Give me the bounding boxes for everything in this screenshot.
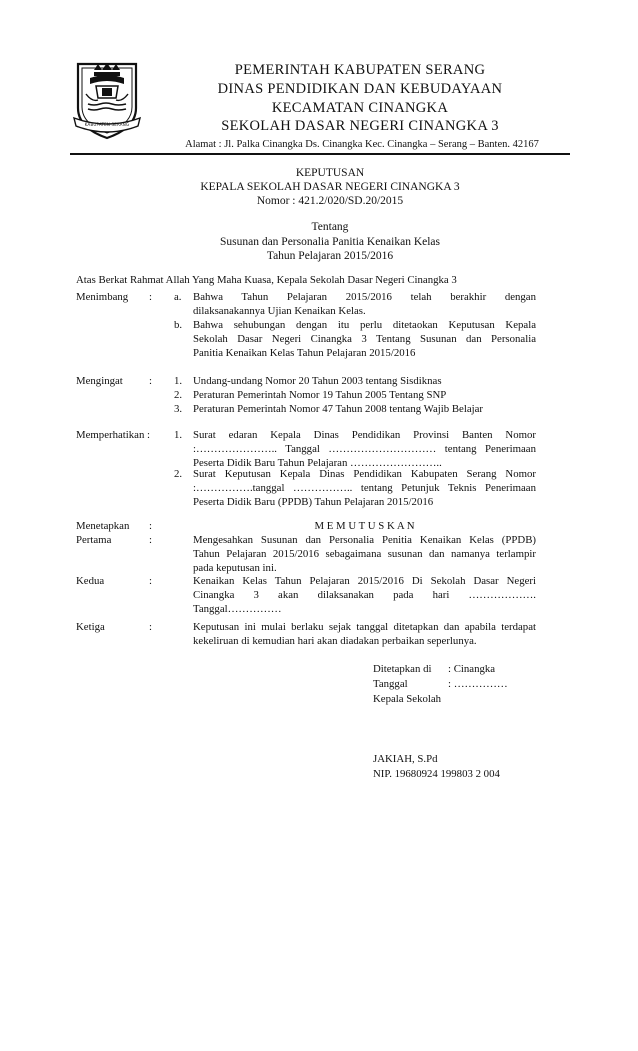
decree-issuer: KEPALA SEKOLAH DASAR NEGERI CINANGKA 3 (200, 181, 460, 193)
kedua-label: Kedua (76, 575, 105, 587)
ketiga-line: kekeliruan di kemudian hari akan diadakan perbaikan seperlunya. (193, 635, 477, 648)
mengingat-item: Peraturan Pemerintah Nomor 19 Tahun 2005 Tentang SNP (193, 389, 447, 401)
memperhatikan-item-1 (193, 428, 536, 471)
pertama-colon: : (149, 534, 152, 546)
decree-number: Nomor : 421.2/020/SD.20/2015 (256, 195, 404, 207)
pertama-text (193, 533, 536, 576)
memperhatikan-label: Memperhatikan : (76, 429, 151, 441)
pertama-line: Mengesahkan Susunan dan Personalia Penitia Kenaikan Kelas (PPDB) (193, 534, 536, 546)
menimbang-a-line: dilaksanakannya Ujian Kenaikan Kelas. (193, 305, 366, 318)
memperhatikan-item-2 (193, 467, 536, 510)
memperhatikan-1-line: Peserta Didik Baru Tahun Pelajaran …………………….. (193, 457, 442, 470)
menimbang-b-line: Bahwa sehubungan dengan itu perlu ditetaokan Keputusan Kepala (193, 319, 536, 331)
header-school: SEKOLAH DASAR NEGERI CINANGKA 3 (221, 118, 499, 134)
menimbang-b-line: Panitia Kenaikan Kelas Tahun Pelajaran 2015/2016 (193, 347, 416, 360)
memperhatikan-1-line: Surat edaran Kepala Dinas Pendidikan Provinsi Banten Nomor (193, 429, 536, 441)
logo-banner-text: KABUPATEN SERANG (84, 122, 130, 127)
regency-emblem-icon (72, 58, 142, 140)
menimbang-marker-a: a. (174, 291, 182, 303)
ketiga-label: Ketiga (76, 621, 105, 633)
signature-role: Kepala Sekolah (373, 693, 442, 705)
header-address: Alamat : Jl. Palka Cinangka Ds. Cinangka Kec. Cinangka – Serang – Banten. 42167 (185, 139, 539, 150)
ketiga-text (193, 620, 536, 648)
decree-subject: Susunan dan Personalia Panitia Kenaikan Kelas (219, 236, 441, 248)
decree-title: KEPUTUSAN (295, 167, 365, 179)
kedua-line: Kenaikan Kelas Tahun Pelajaran 2015/2016 Di Sekolah Dasar Negeri (193, 575, 536, 587)
mengingat-item: Peraturan Pemerintah Nomor 47 Tahun 2008 tentang Wajib Belajar (193, 403, 484, 415)
decree-about: Tentang (311, 221, 349, 233)
menetapkan-colon: : (149, 520, 152, 532)
kedua-colon: : (149, 575, 152, 587)
pertama-line: Tahun Pelajaran 2015/2016 sebagaimana susunan dan namanya terlampir (193, 548, 536, 561)
menimbang-a-line: Bahwa Tahun Pelajaran 2015/2016 telah berakhir dengan (193, 291, 536, 303)
ketiga-line: Keputusan ini mulai berlaku sejak tanggal ditetapkan dan apabila terdapat (193, 621, 536, 633)
memperhatikan-2-line: Peserta Didik Baru (PPDB) Tahun Pelajaran 2015/2016 (193, 496, 434, 509)
menimbang-b-line: Sekolah Dasar Negeri Cinangka 3 Tentang Susunan dan Personalia (193, 333, 536, 346)
menimbang-marker-b: b. (174, 319, 183, 331)
kedua-line: Tanggal…………… (193, 603, 282, 616)
opening-statement: Atas Berkat Rahmat Allah Yang Maha Kuasa, Kepala Sekolah Dasar Negeri Cinangka 3 (76, 274, 457, 286)
memperhatikan-2-line: Surat Keputusan Kepala Dinas Pendidikan Kabupaten Serang Nomor (193, 468, 536, 480)
mengingat-marker: 3. (174, 403, 183, 415)
pertama-label: Pertama (76, 534, 112, 546)
memperhatikan-1-line: :………………….. Tanggal ………………………… tentang Penerimaan (193, 443, 536, 456)
memperhatikan-marker-2: 2. (174, 468, 183, 480)
kedua-text (193, 574, 536, 617)
menimbang-label: Menimbang (76, 291, 129, 303)
memperhatikan-marker-1: 1. (174, 429, 183, 441)
decree-year: Tahun Pelajaran 2015/2016 (266, 250, 394, 262)
header-divider (70, 153, 570, 155)
menimbang-item-b (193, 318, 536, 361)
signature-date-value: : …………… (448, 678, 508, 690)
menimbang-colon: : (149, 291, 152, 303)
regency-logo (72, 58, 142, 140)
kedua-line: Cinangka 3 akan dilaksanakan pada hari ………………. (193, 589, 536, 602)
menetapkan-label: Menetapkan (76, 520, 130, 532)
mengingat-marker: 1. (174, 375, 183, 387)
header-department: DINAS PENDIDIKAN DAN KEBUDAYAAN (217, 81, 503, 97)
signature-name: JAKIAH, S.Pd (373, 753, 438, 765)
mengingat-marker: 2. (174, 389, 183, 401)
mengingat-item: Undang-undang Nomor 20 Tahun 2003 tentang Sisdiknas (193, 375, 442, 387)
pertama-line: pada keputusan ini. (193, 562, 277, 575)
ketiga-colon: : (149, 621, 152, 633)
mengingat-colon: : (149, 375, 152, 387)
memutuskan-heading: M E M U T U S K A N (314, 520, 415, 532)
signature-date-label: Tanggal (373, 678, 408, 690)
menimbang-item-a (193, 290, 536, 318)
header-government: PEMERINTAH KABUPATEN SERANG (234, 62, 486, 78)
signature-place-value: : Cinangka (448, 663, 496, 675)
memperhatikan-2-line: :…………….tanggal …………….. tentang Petunjuk Teknis Penerimaan (193, 482, 536, 495)
signature-nip: NIP. 19680924 199803 2 004 (373, 768, 500, 780)
header-district: KECAMATAN CINANGKA (271, 100, 449, 116)
signature-place-label: Ditetapkan di (373, 663, 432, 675)
mengingat-label: Mengingat (76, 375, 123, 387)
